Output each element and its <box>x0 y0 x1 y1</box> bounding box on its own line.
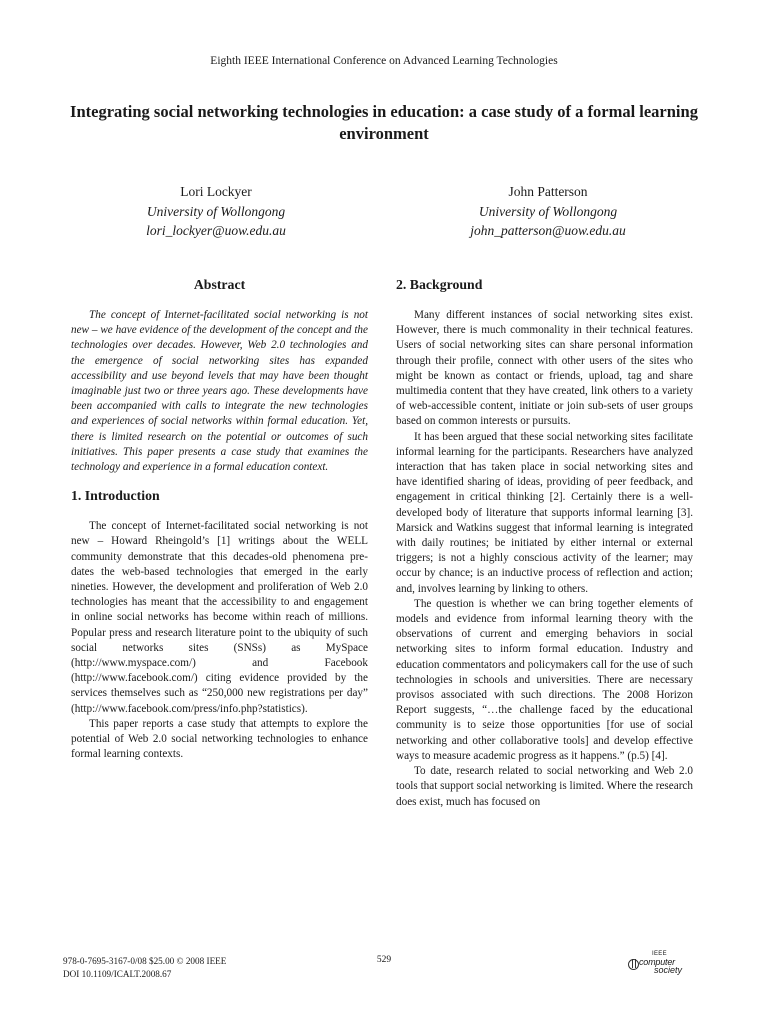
background-paragraph: Many different instances of social networking sites exist. However, there is much commonality in their technical features. Users of social networking sites can share personal information through their profile, connect with other users of the sites who might be known as contact or friends, upload, tag and share multimedia content that they have created, link others to a variety of web-accessible content, initiate or join sub-sets of user groups based on common interests or pursuits. <box>396 309 693 428</box>
abstract-heading: Abstract <box>193 277 246 292</box>
logo-society-text: society <box>654 965 683 975</box>
conference-header: Eighth IEEE International Conference on Advanced Learning Technologies <box>210 55 558 67</box>
background-paragraph: It has been argued that these social networking sites facilitate informal learning for the participants. Researchers have analyzed interaction that has taken place in social networking sites and have identified sharing of ideas, providing of peer feedback, and engagement in critical thinking [2]. Certainly there is a well-developed body of literature that supports informal learning [3]. Marsick and Watkins suggest that informal learning is integrated with daily routines; be initiated by either internal or external triggers; is not a highly conscious activity of the learner; may occur by chance; is an inductive process of reflection and action; and, involves learning by linking to others. <box>396 430 693 595</box>
footer-doi: DOI 10.1109/ICALT.2008.67 <box>63 969 172 979</box>
background-paragraph: To date, research related to social networking and Web 2.0 tools that support social networking is limited. Where the research does exist, much has focused on <box>396 765 693 808</box>
introduction-paragraph: This paper reports a case study that attempts to explore the potential of Web 2.0 social networking technologies to enhance formal learning contexts. <box>71 717 368 761</box>
footer-isbn: 978-0-7695-3167-0/08 $25.00 © 2008 IEEE <box>63 956 227 966</box>
background-section <box>396 276 693 810</box>
author-email: john_patterson@uow.edu.au <box>470 223 626 238</box>
author-block-2 <box>408 182 688 241</box>
author-name: Lori Lockyer <box>180 184 252 199</box>
logo-ieee-text: IEEE <box>652 951 667 957</box>
author-email: lori_lockyer@uow.edu.au <box>146 223 286 238</box>
paper-title: Integrating social networking technologies in education: a case study of a formal learning environment <box>70 102 698 143</box>
abstract-text: The concept of Internet-facilitated social networking is not new – we have evidence of the development of the concept and the technologies over decades. However, Web 2.0 technologies and the emergence of social networking sites has expanded accessibility and use beyond levels that may have been thought imaginable just two or three years ago. These developments have been accompanied with calls to integrate the new technologies and experiences of social networks within formal education. Yet, there is limited research on the potential or outcomes of such initiatives. This paper presents a case study that examines the technology and experience in a formal education context. <box>71 309 368 474</box>
page-number: 529 <box>376 955 392 965</box>
introduction-paragraph: The concept of Internet-facilitated social networking is not new – Howard Rheingold’s [1] writings about the WELL community demonstrate that this decades-old phenomena pre-dates the web-based technologies that emerged in the early nineties. However, the development and proliferation of Web 2.0 technologies has meant that the accessibility to and engagement in online social networks has become within reach of millions. Popular press and research literature point to the ubiquity of such social networks sites (SNSs) as MySpace (http://www.myspace.com/) and Facebook (http://www.facebook.com/) citing evidence provided by the services themselves such as “250,000 new registrations per day” (http://www.facebook.com/press/info.php?statistics). <box>71 520 368 715</box>
author-affiliation: University of Wollongong <box>478 203 618 219</box>
right-column <box>396 276 693 810</box>
globe-icon <box>628 959 639 970</box>
introduction-heading: 1. Introduction <box>71 488 160 504</box>
author-affiliation: University of Wollongong <box>146 203 286 219</box>
logo-computer-text: computer <box>639 957 675 967</box>
left-column <box>71 276 368 762</box>
background-heading: 2. Background <box>396 277 483 292</box>
background-paragraph: The question is whether we can bring together elements of models and evidence from informal learning theory with the observations of current and emerging behaviors in social networking sites to inform formal education. Industry and education commentators and policymakers call for the use of such technologies in schools and universities. There are necessary provisos associated with such directions. The 2008 Horizon Report suggests, “…the challenge faced by the educational community is to seize those opportunities [for use of social networking and other collaborative tools] and develop effective ways to measure academic progress as it happens.” (p.5) [4]. <box>396 597 693 762</box>
ieee-computer-society-logo <box>626 951 696 977</box>
abstract-section <box>71 276 368 475</box>
author-block-1 <box>76 182 356 241</box>
introduction-section <box>71 487 368 762</box>
author-name: John Patterson <box>508 184 588 199</box>
